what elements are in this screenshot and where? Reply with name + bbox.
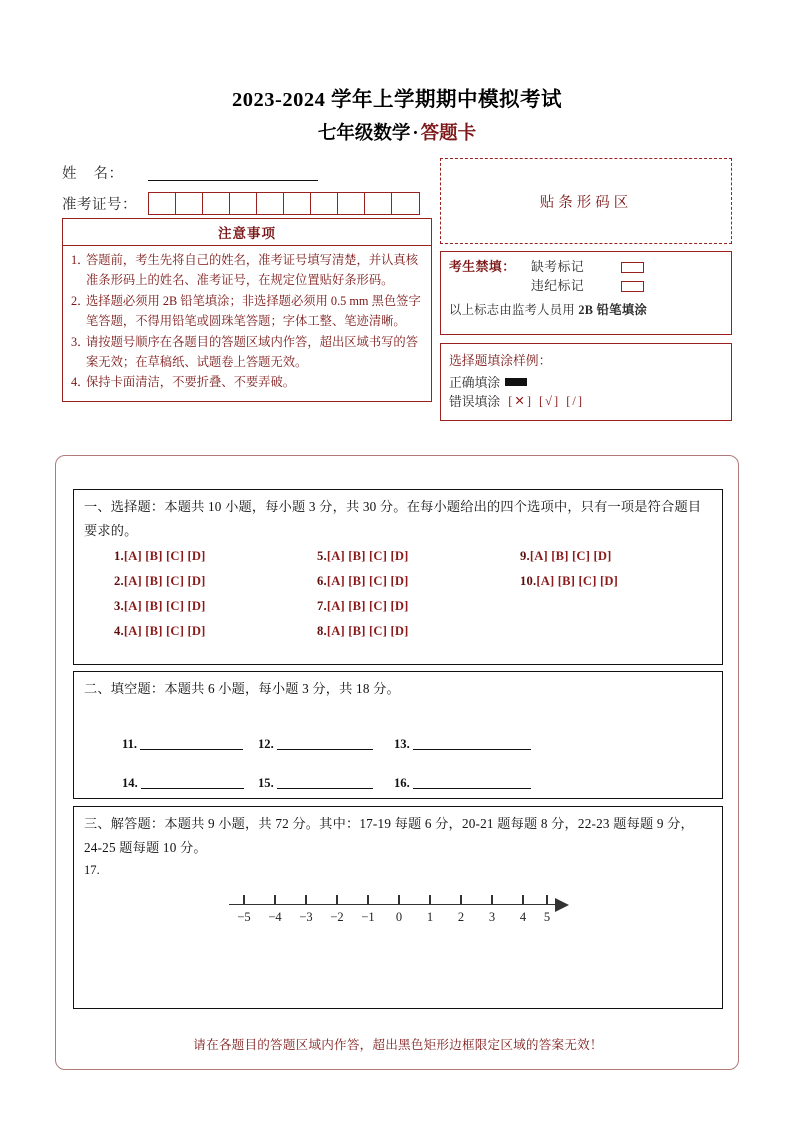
number-line-axis (229, 904, 557, 906)
proctor-note-prefix: 以上标志由监考人员用 (449, 303, 579, 317)
blank-item-11[interactable] (122, 711, 258, 750)
choice-row-3[interactable] (114, 600, 206, 625)
number-line-tick (460, 895, 462, 904)
wrong-mark-cross: [✕] (508, 393, 533, 408)
choice-row-5[interactable] (317, 550, 409, 575)
barcode-area (440, 158, 732, 244)
choice-number: 5. (317, 548, 327, 563)
wrong-fill-marks (508, 393, 590, 409)
blank-item-12[interactable] (258, 711, 394, 750)
blank-section-heading: 二、填空题：本题共 6 小题，每小题 3 分，共 18 分。 (84, 681, 400, 696)
exam-id-cell[interactable] (230, 193, 257, 214)
notice-item (71, 373, 423, 393)
exam-id-row (62, 191, 432, 216)
blank-number: 16. (394, 775, 410, 790)
fill-sample-box (440, 343, 732, 421)
notice-item-number: 4． (71, 375, 90, 390)
answer-area-frame (55, 455, 739, 1070)
proctor-note-bold: 2B 铅笔填涂 (578, 303, 648, 317)
question-17-label: 17. (84, 862, 100, 877)
correct-fill-swatch (505, 378, 527, 386)
page-title: 2023-2024 学年上学期期中模拟考试 (232, 89, 562, 111)
choice-options[interactable]: [A] [B] [C] [D] (326, 623, 409, 638)
correct-fill-row (449, 372, 731, 391)
choice-options[interactable]: [A] [B] [C] [D] (529, 548, 612, 563)
notice-item-number: 3． (71, 334, 90, 349)
choice-options[interactable]: [A] [B] [C] [D] (536, 573, 619, 588)
subtitle-separator: · (412, 123, 419, 144)
notice-item-number: 1． (71, 253, 90, 267)
number-line-label: −5 (237, 909, 251, 924)
name-label: 姓 名： (62, 166, 124, 182)
exam-id-cell[interactable] (311, 193, 338, 214)
number-line-label: −2 (330, 909, 344, 924)
blank-item-14[interactable] (122, 750, 258, 789)
blank-line[interactable] (141, 775, 244, 789)
number-line-tick (546, 895, 548, 904)
absent-mark-row (449, 258, 731, 277)
choice-column-3 (520, 550, 618, 600)
wrong-mark-slash: [/] (566, 393, 584, 408)
choice-options[interactable]: [A] [B] [C] [D] (326, 598, 409, 613)
wrong-fill-row (449, 391, 731, 410)
exam-id-cell[interactable] (284, 193, 311, 214)
notice-item-text: 请按题号顺序在各题目的答题区域内作答，超出区域书写的答案无效；在草稿纸、试题卷上答题无效。 (86, 334, 419, 369)
number-line-tick (305, 895, 307, 904)
choice-number: 6. (317, 573, 327, 588)
exam-id-cell[interactable] (149, 193, 176, 214)
blank-line[interactable] (277, 775, 373, 789)
notice-heading: 注意事项 (63, 219, 431, 246)
notice-item (71, 333, 423, 373)
choice-number: 3. (114, 598, 124, 613)
exam-id-label: 准考证号： (62, 197, 137, 213)
blank-number: 15. (258, 775, 274, 790)
choice-row-4[interactable] (114, 625, 206, 650)
notice-item-text: 答题前，考生先将自己的姓名，准考证号填写清楚，并认真核准条形码上的姓名、准考证号，在规定位置贴好条形码。 (86, 253, 419, 287)
fill-sample-title: 选择题填涂样例： (449, 354, 552, 368)
notice-box (62, 218, 432, 402)
number-line-label: 4 (519, 909, 527, 924)
choice-row-1[interactable] (114, 550, 206, 575)
violation-mark-label: 违纪标记 (531, 278, 585, 293)
number-line-tick (274, 895, 276, 904)
exam-id-cell[interactable] (392, 193, 419, 214)
proctor-box-title: 考生禁填： (449, 259, 516, 274)
choice-row-2[interactable] (114, 575, 206, 600)
notice-item (71, 292, 423, 332)
blank-line[interactable] (413, 736, 531, 750)
blank-number: 14. (122, 775, 138, 790)
choice-number: 7. (317, 598, 327, 613)
identity-area (62, 161, 432, 216)
exam-id-cell[interactable] (365, 193, 392, 214)
blank-item-15[interactable] (258, 750, 394, 789)
choice-number: 9. (520, 548, 530, 563)
wrong-mark-check: [√] (539, 393, 561, 408)
choice-options[interactable]: [A] [B] [C] [D] (123, 573, 206, 588)
choice-options[interactable]: [A] [B] [C] [D] (326, 573, 409, 588)
number-line-tick (491, 895, 493, 904)
answer-area-footer-warning: 请在各题目的答题区域内作答，超出黑色矩形边框限定区域的答案无效！ (193, 1038, 603, 1052)
number-line-label: 2 (457, 909, 465, 924)
choice-column-2 (317, 550, 409, 650)
violation-mark-row (449, 277, 731, 296)
number-line-label: 5 (543, 909, 551, 924)
exam-id-cell[interactable] (257, 193, 284, 214)
notice-body (63, 246, 431, 401)
choice-row-8[interactable] (317, 625, 409, 650)
blank-number: 11. (122, 736, 138, 751)
proctor-marks-box (440, 251, 732, 335)
correct-fill-label: 正确填涂 (449, 376, 501, 390)
blank-item-13[interactable] (394, 711, 554, 750)
blank-line[interactable] (413, 775, 531, 789)
subtitle-answer-card: 答题卡 (420, 123, 477, 144)
choice-number: 10. (520, 573, 537, 588)
choice-section-heading: 一、选择题：本题共 10 小题，每小题 3 分，共 30 分。在每小题给出的四个选项中，只有一项是符合题目要求的。 (84, 499, 702, 539)
absent-mark-label: 缺考标记 (531, 259, 585, 274)
subtitle-grade: 七年级数学 (317, 123, 411, 144)
choice-row-6[interactable] (317, 575, 409, 600)
title-block (0, 88, 794, 145)
exam-id-cell[interactable] (176, 193, 203, 214)
number-line-tick (336, 895, 338, 904)
number-line-tick (522, 895, 524, 904)
barcode-area-label: 贴条形码区 (539, 194, 633, 211)
blank-number: 13. (394, 736, 410, 751)
choice-number: 8. (317, 623, 327, 638)
notice-item-number: 2． (71, 293, 90, 308)
choice-row-10[interactable] (520, 575, 618, 600)
number-line-label: −4 (268, 909, 282, 924)
blank-grid (122, 711, 712, 789)
number-line-arrow-icon (555, 898, 569, 912)
solve-section-heading: 三、解答题：本题共 9 小题，共 72 分。其中：17-19 每题 6 分，20-21 题每题 8 分，22-23 题每题 9 分，24-25 题每题 10 分。 (84, 816, 694, 856)
choice-number: 2. (114, 573, 124, 588)
blank-number: 12. (258, 736, 274, 751)
number-line-label: 0 (395, 909, 403, 924)
choice-number: 1. (114, 548, 124, 563)
choice-row-9[interactable] (520, 550, 618, 575)
blank-item-16[interactable] (394, 750, 554, 789)
choice-options[interactable]: [A] [B] [C] [D] (326, 548, 409, 563)
blank-section-block (73, 671, 723, 799)
violation-mark-checkbox[interactable] (621, 281, 644, 292)
choice-column-1 (114, 550, 206, 650)
choice-options[interactable]: [A] [B] [C] [D] (123, 598, 206, 613)
exam-id-boxes[interactable] (148, 192, 420, 215)
choice-options[interactable]: [A] [B] [C] [D] (123, 623, 206, 638)
proctor-note (449, 300, 731, 318)
blank-row-2 (122, 750, 712, 789)
number-line-tick (398, 895, 400, 904)
exam-id-cell[interactable] (203, 193, 230, 214)
name-input[interactable] (148, 165, 318, 181)
blank-line[interactable] (140, 736, 243, 750)
number-line-label: 3 (488, 909, 496, 924)
notice-item-text: 保持卡面清洁，不要折叠、不要弄破。 (86, 375, 296, 390)
number-line-label: 1 (426, 909, 434, 924)
number-line-figure (229, 886, 589, 944)
notice-item-text: 选择题必须用 2B 铅笔填涂；非选择题必须用 0.5 mm 黑色签字笔答题，不得用铅笔或圆珠笔答题；字体工整、笔迹清晰。 (86, 293, 421, 328)
choice-options[interactable]: [A] [B] [C] [D] (123, 548, 206, 563)
choice-number: 4. (114, 623, 124, 638)
exam-id-cell[interactable] (338, 193, 365, 214)
number-line-label: −3 (299, 909, 313, 924)
number-line-tick (367, 895, 369, 904)
absent-mark-checkbox[interactable] (621, 262, 644, 273)
choice-row-7[interactable] (317, 600, 409, 625)
number-line-tick (429, 895, 431, 904)
blank-line[interactable] (277, 736, 373, 750)
notice-item (71, 251, 423, 291)
solve-section-block (73, 806, 723, 1009)
name-row (62, 161, 432, 184)
page-subtitle (0, 119, 794, 145)
choice-section-block (73, 489, 723, 665)
wrong-fill-label: 错误填涂 (449, 395, 501, 409)
blank-row-1 (122, 711, 712, 750)
number-line-label: −1 (361, 909, 375, 924)
number-line-tick (243, 895, 245, 904)
